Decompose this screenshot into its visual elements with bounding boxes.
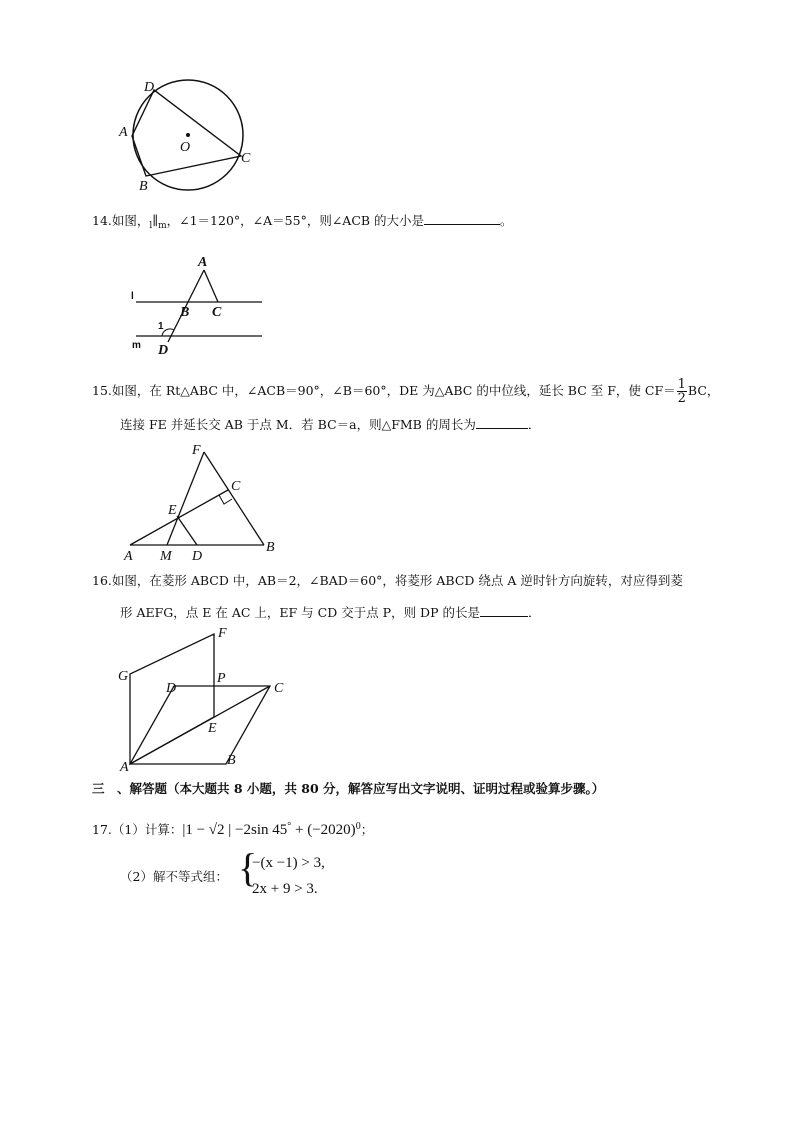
question-17-part1 (92, 818, 373, 839)
q15-fraction-denominator: 2 (677, 391, 686, 406)
question-17-part2-label: （2）解不等式组： (120, 869, 228, 884)
q14-post: ，∠1＝120°，∠A＝55°，则∠ACB 的大小是 (166, 213, 425, 228)
q15-line1-end: BC， (687, 383, 720, 398)
q17-part1-expr-b: + (−2020) (291, 822, 356, 839)
segment-ed (177, 516, 197, 545)
label-g: G (118, 669, 129, 684)
label-e: E (168, 503, 177, 518)
label-b: B (266, 540, 275, 555)
q16-line2-text: 形 AEFG，点 E 在 AC 上，EF 与 CD 交于点 P，则 DP 的长是 (120, 605, 480, 620)
label-c: C (274, 681, 284, 696)
q17-part1-expr-a: |1 − √2 | −2sin 45 (182, 822, 288, 839)
q15-number: 15. (92, 383, 112, 398)
right-angle-mark (219, 495, 232, 504)
segment-ac (204, 270, 218, 302)
question-15-line1 (92, 378, 719, 405)
label-l: l (131, 291, 134, 302)
figure-q16-rhombus (112, 622, 302, 772)
q14-number: 14. (92, 213, 112, 228)
label-c: C (241, 151, 251, 166)
question-16-line1 (92, 572, 683, 590)
inequality-2: 2x + 9 > 3. (252, 881, 318, 897)
q15-fraction-numerator: 1 (677, 377, 686, 392)
q16-line2-end: ． (527, 605, 541, 620)
label-d: D (158, 343, 169, 358)
q17-number: 17. (92, 822, 112, 838)
label-b: B (227, 753, 236, 768)
label-o: O (180, 140, 191, 155)
q16-line1-text: 如图，在菱形 ABCD 中，AB＝2，∠BAD＝60°，将菱形 ABCD 绕点 A 逆时针方向旋转，对应得到菱 (111, 573, 683, 588)
label-a: A (198, 255, 208, 270)
q14-pre: 如图， (111, 213, 150, 228)
label-f: F (218, 626, 227, 641)
label-c: C (212, 305, 222, 320)
section-3-heading: 三 、解答题（本大题共 8 小题，共 80 分，解答应写出文字说明、证明过程或验算步骤。） (92, 781, 605, 796)
segment-fm (167, 452, 204, 545)
q15-fraction (677, 378, 687, 405)
question-15-line2 (120, 416, 540, 434)
q17-part1-label: （1）计算： (111, 822, 183, 838)
q15-line2-end: ． (527, 417, 541, 432)
rhombus-aefg (130, 634, 214, 764)
quadrilateral-abcd (132, 90, 241, 176)
label-b: B (139, 179, 148, 194)
figure-q15-triangle (118, 440, 288, 565)
q14-answer-blank[interactable] (424, 212, 500, 225)
label-1: 1 (158, 321, 164, 332)
q16-number: 16. (92, 573, 112, 588)
label-m: m (132, 340, 141, 351)
segment-ac-extended (130, 490, 228, 545)
label-e: E (208, 721, 217, 736)
center-point-o (186, 133, 190, 137)
label-d: D (166, 681, 177, 696)
q14-l-symbol: l (149, 221, 153, 231)
q14-m-symbol: m (158, 221, 167, 231)
figure-q14-parallel-lines (128, 250, 268, 360)
label-b: B (180, 305, 190, 320)
label-d: D (144, 80, 155, 95)
q17-part1-degree: ° (287, 821, 292, 832)
q15-answer-blank[interactable] (476, 416, 528, 429)
inequality-1: −(x −1) > 3, (252, 855, 325, 871)
inequality-system-brace: { (238, 845, 258, 890)
q14-end: 。 (500, 213, 513, 228)
label-f: F (192, 443, 201, 458)
label-a: A (119, 125, 128, 140)
question-16-line2 (120, 604, 540, 622)
q17-part1-end: ； (360, 822, 374, 838)
label-a: A (124, 549, 133, 564)
q15-line1-text: 如图，在 Rt△ABC 中，∠ACB＝90°，∠B＝60°，DE 为△ABC 的中位线，延长 BC 至 F，使 CF＝ (111, 383, 676, 398)
label-a: A (120, 760, 129, 772)
q16-answer-blank[interactable] (480, 604, 528, 617)
q15-line2-text: 连接 FE 并延长交 AB 于点 M．若 BC＝a，则△FMB 的周长为 (120, 417, 476, 432)
question-14 (92, 212, 513, 235)
label-d: D (192, 549, 203, 564)
q17-part1-exponent: 0 (355, 821, 361, 832)
q14-parallel: ∥ (152, 213, 159, 228)
label-m: M (160, 549, 172, 564)
label-c: C (231, 479, 241, 494)
figure-q13-circle (110, 72, 260, 202)
label-p: P (217, 671, 226, 686)
